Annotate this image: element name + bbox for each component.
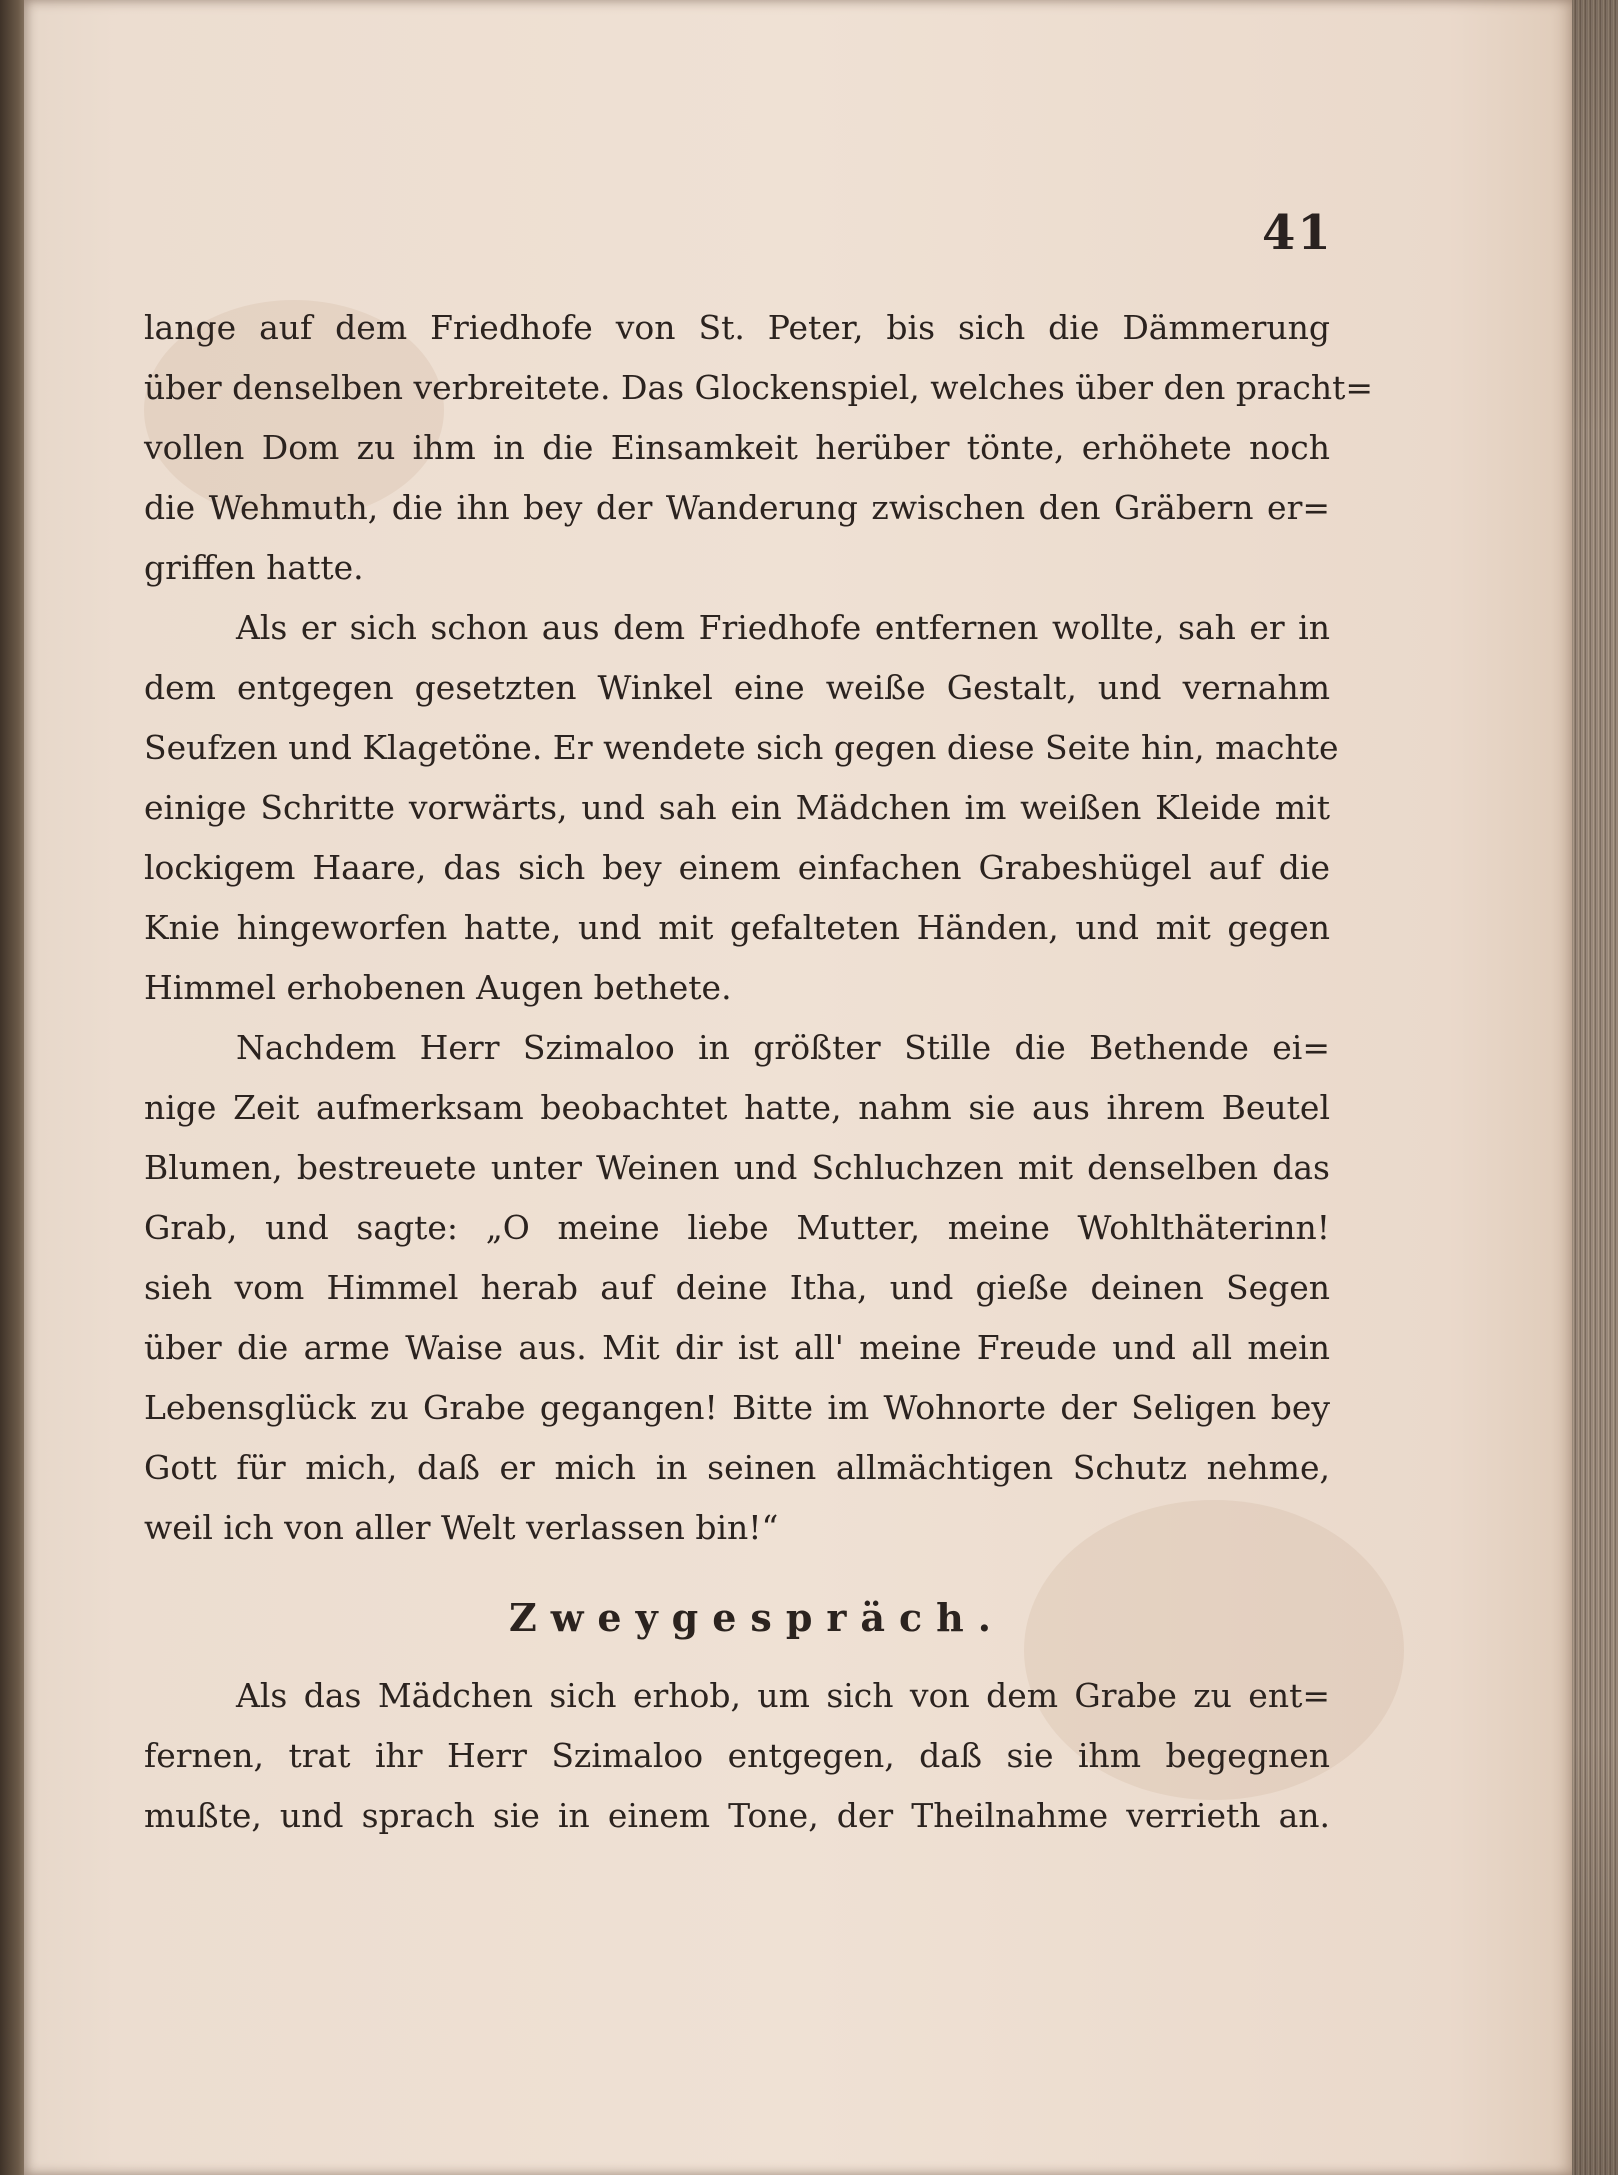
paragraph	[144, 1666, 1330, 1846]
text-line: Grab, und sagte: „O meine liebe Mutter, meine Wohlthäterinn!	[144, 1208, 1330, 1247]
paragraph	[144, 298, 1374, 598]
text-line: Blumen, bestreuete unter Weinen und Schluchzen mit denselben das	[144, 1148, 1330, 1187]
text-line: über die arme Waise aus. Mit dir ist all' meine Freude und all mein	[144, 1328, 1330, 1367]
text-line: Knie hingeworfen hatte, und mit gefalteten Händen, und mit gegen	[144, 908, 1330, 947]
text-line: Als er sich schon aus dem Friedhofe entfernen wollte, sah er in	[236, 608, 1330, 647]
text-line: nige Zeit aufmerksam beobachtet hatte, nahm sie aus ihrem Beutel	[144, 1088, 1330, 1127]
page-number: 41	[1262, 205, 1333, 261]
text-line: lockigem Haare, das sich bey einem einfachen Grabeshügel auf die	[144, 848, 1330, 887]
section-heading: Zweygespräch.	[508, 1595, 1006, 1640]
text-line: Lebensglück zu Grabe gegangen! Bitte im Wohnorte der Seligen bey	[144, 1388, 1330, 1427]
text-line: lange auf dem Friedhofe von St. Peter, bis sich die Dämmerung	[144, 308, 1330, 347]
paragraph	[144, 598, 1339, 1018]
text-line: griffen hatte.	[144, 548, 364, 587]
text-line: Seufzen und Klagetöne. Er wendete sich gegen diese Seite hin, machte	[144, 728, 1339, 767]
text-line: Als das Mädchen sich erhob, um sich von dem Grabe zu ent=	[236, 1676, 1330, 1715]
text-line: Nachdem Herr Szimaloo in größter Stille die Bethende ei=	[236, 1028, 1330, 1067]
text-line: Himmel erhobenen Augen bethete.	[144, 968, 732, 1007]
paragraph	[144, 1018, 1330, 1558]
text-line: fernen, trat ihr Herr Szimaloo entgegen, daß sie ihm begegnen	[144, 1736, 1330, 1775]
page-edges	[1572, 0, 1618, 2175]
text-line: Gott für mich, daß er mich in seinen allmächtigen Schutz nehme,	[144, 1448, 1330, 1487]
text-line: mußte, und sprach sie in einem Tone, der Theilnahme verrieth an.	[144, 1796, 1330, 1835]
text-line: dem entgegen gesetzten Winkel eine weiße Gestalt, und vernahm	[144, 668, 1330, 707]
text-line: die Wehmuth, die ihn bey der Wanderung zwischen den Gräbern er=	[144, 488, 1330, 527]
text-line: einige Schritte vorwärts, und sah ein Mädchen im weißen Kleide mit	[144, 788, 1330, 827]
book-binding-shadow	[0, 0, 26, 2175]
body-text	[144, 298, 1374, 1846]
text-line: über denselben verbreitete. Das Glockenspiel, welches über den pracht=	[144, 368, 1374, 407]
text-line: vollen Dom zu ihm in die Einsamkeit herüber tönte, erhöhete noch	[144, 428, 1330, 467]
text-line: sieh vom Himmel herab auf deine Itha, und gieße deinen Segen	[144, 1268, 1330, 1307]
text-line: weil ich von aller Welt verlassen bin!“	[144, 1508, 779, 1547]
